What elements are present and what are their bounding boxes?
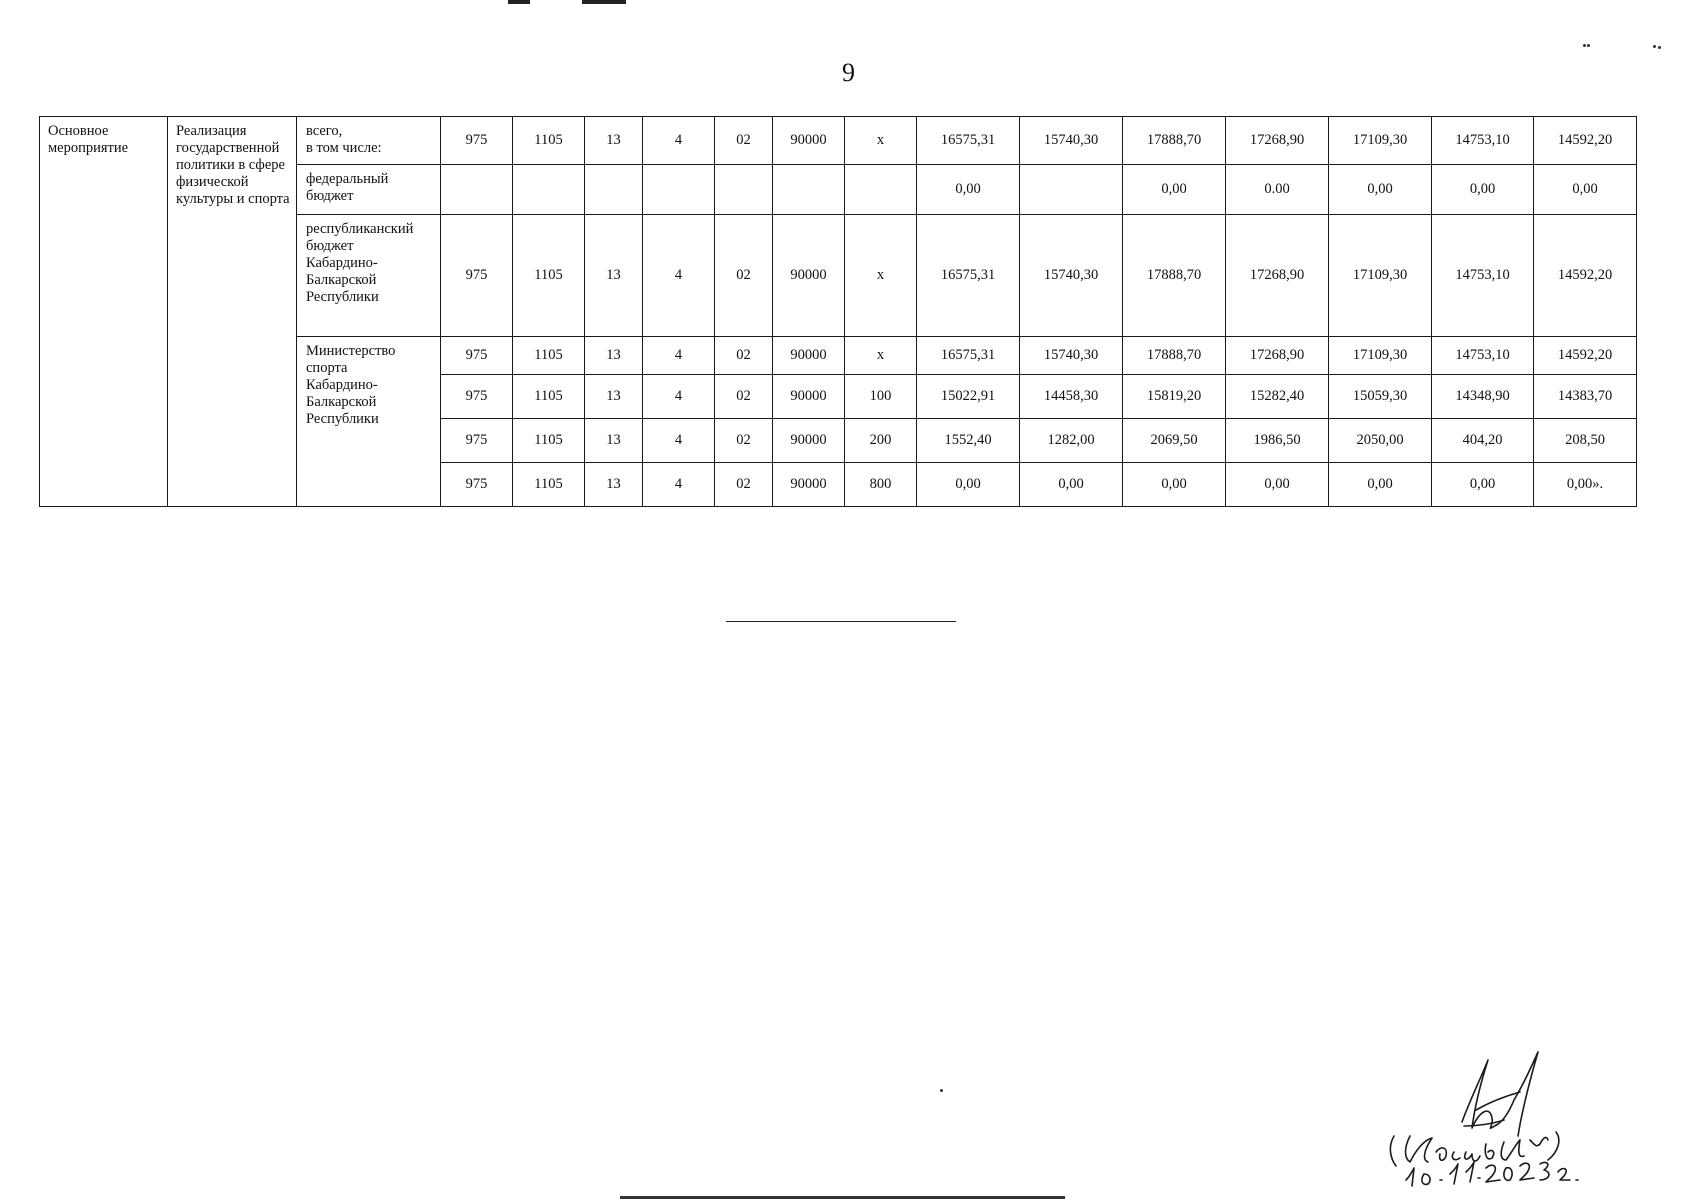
page-number: 9 xyxy=(842,58,855,87)
end-of-table-rule xyxy=(726,621,956,622)
cropped-previous-page-marks xyxy=(500,0,660,6)
amount-cell: 2050,00 xyxy=(1329,419,1432,463)
amount-cell: 16575,31 xyxy=(917,117,1020,165)
code-cell: 1105 xyxy=(513,337,585,375)
amount-cell: 404,20 xyxy=(1432,419,1534,463)
amount-cell: 17888,70 xyxy=(1123,117,1226,165)
code-cell: 13 xyxy=(585,117,643,165)
amount-cell: 0,00 xyxy=(1123,463,1226,507)
code-cell: 1105 xyxy=(513,419,585,463)
amount-cell: 15740,30 xyxy=(1020,215,1123,337)
code-cell: 4 xyxy=(643,215,715,337)
amount-cell: 0,00 xyxy=(1226,463,1329,507)
amount-cell: 14753,10 xyxy=(1432,215,1534,337)
code-cell: 02 xyxy=(715,215,773,337)
code-cell: 90000 xyxy=(773,215,845,337)
amount-cell: 14348,90 xyxy=(1432,375,1534,419)
scan-corner-marks xyxy=(1579,42,1669,52)
amount-cell: 14592,20 xyxy=(1534,337,1637,375)
amount-cell: 15282,40 xyxy=(1226,375,1329,419)
code-cell: 975 xyxy=(441,463,513,507)
code-cell: 90000 xyxy=(773,463,845,507)
amount-cell: 0,00 xyxy=(917,165,1020,215)
amount-cell: 14592,20 xyxy=(1534,215,1637,337)
code-cell: 975 xyxy=(441,375,513,419)
amount-cell: 0,00». xyxy=(1534,463,1637,507)
amount-cell: 17109,30 xyxy=(1329,117,1432,165)
amount-cell: 16575,31 xyxy=(917,337,1020,375)
code-cell: 200 xyxy=(845,419,917,463)
budget-table-body xyxy=(40,117,1637,507)
code-cell: 4 xyxy=(643,375,715,419)
code-cell: 4 xyxy=(643,337,715,375)
amount-cell: 15819,20 xyxy=(1123,375,1226,419)
amount-cell: 0,00 xyxy=(1432,463,1534,507)
code-cell: 4 xyxy=(643,463,715,507)
amount-cell: 0,00 xyxy=(1329,463,1432,507)
amount-cell: 14753,10 xyxy=(1432,337,1534,375)
code-cell xyxy=(715,165,773,215)
event-name-cell: Реализация государственной политики в сфере физической культуры и спорта xyxy=(168,117,297,507)
code-cell: 90000 xyxy=(773,375,845,419)
code-cell: 90000 xyxy=(773,117,845,165)
funding-source-cell: федеральный бюджет xyxy=(297,165,441,215)
code-cell xyxy=(441,165,513,215)
handwritten-signature xyxy=(1380,1040,1680,1200)
amount-cell: 17268,90 xyxy=(1226,337,1329,375)
amount-cell: 15059,30 xyxy=(1329,375,1432,419)
funding-source-cell: всего, в том числе: xyxy=(297,117,441,165)
code-cell: 90000 xyxy=(773,337,845,375)
code-cell: 100 xyxy=(845,375,917,419)
code-cell: 4 xyxy=(643,419,715,463)
amount-cell: 0,00 xyxy=(1123,165,1226,215)
code-cell xyxy=(513,165,585,215)
amount-cell: 1552,40 xyxy=(917,419,1020,463)
amount-cell: 15022,91 xyxy=(917,375,1020,419)
code-cell: 13 xyxy=(585,463,643,507)
amount-cell: 14383,70 xyxy=(1534,375,1637,419)
code-cell: 02 xyxy=(715,117,773,165)
amount-cell: 1986,50 xyxy=(1226,419,1329,463)
amount-cell: 15740,30 xyxy=(1020,337,1123,375)
code-cell: 975 xyxy=(441,215,513,337)
code-cell: 02 xyxy=(715,337,773,375)
table-row xyxy=(40,117,1637,165)
amount-cell: 0,00 xyxy=(1020,463,1123,507)
amount-cell: 16575,31 xyxy=(917,215,1020,337)
bottom-edge-rule xyxy=(620,1196,1065,1199)
code-cell: 13 xyxy=(585,375,643,419)
amount-cell: 17109,30 xyxy=(1329,215,1432,337)
code-cell: 13 xyxy=(585,337,643,375)
amount-cell: 17888,70 xyxy=(1123,215,1226,337)
code-cell: 1105 xyxy=(513,375,585,419)
budget-table xyxy=(39,116,1637,507)
amount-cell: 0.00 xyxy=(1226,165,1329,215)
code-cell: 13 xyxy=(585,419,643,463)
code-cell: 90000 xyxy=(773,419,845,463)
code-cell xyxy=(845,165,917,215)
amount-cell: 0,00 xyxy=(1432,165,1534,215)
code-cell: 13 xyxy=(585,215,643,337)
amount-cell: 0,00 xyxy=(1534,165,1637,215)
code-cell: 02 xyxy=(715,419,773,463)
code-cell xyxy=(773,165,845,215)
code-cell: 02 xyxy=(715,375,773,419)
amount-cell: 14592,20 xyxy=(1534,117,1637,165)
amount-cell: 17109,30 xyxy=(1329,337,1432,375)
event-type-cell: Основное мероприятие xyxy=(40,117,168,507)
amount-cell: 17268,90 xyxy=(1226,215,1329,337)
code-cell xyxy=(585,165,643,215)
amount-cell: 17268,90 xyxy=(1226,117,1329,165)
amount-cell: 14753,10 xyxy=(1432,117,1534,165)
code-cell: 1105 xyxy=(513,117,585,165)
amount-cell: 0,00 xyxy=(917,463,1020,507)
code-cell: 800 xyxy=(845,463,917,507)
amount-cell: 17888,70 xyxy=(1123,337,1226,375)
code-cell: 975 xyxy=(441,419,513,463)
code-cell: 975 xyxy=(441,117,513,165)
code-cell: 1105 xyxy=(513,215,585,337)
scan-dot xyxy=(940,1089,943,1092)
amount-cell xyxy=(1020,165,1123,215)
amount-cell: 208,50 xyxy=(1534,419,1637,463)
amount-cell: 1282,00 xyxy=(1020,419,1123,463)
code-cell: 02 xyxy=(715,463,773,507)
amount-cell: 15740,30 xyxy=(1020,117,1123,165)
code-cell: 975 xyxy=(441,337,513,375)
code-cell: 1105 xyxy=(513,463,585,507)
amount-cell: 2069,50 xyxy=(1123,419,1226,463)
funding-source-cell: республиканский бюджет Кабардино- Балкарской Республики xyxy=(297,215,441,337)
code-cell: x xyxy=(845,117,917,165)
amount-cell: 14458,30 xyxy=(1020,375,1123,419)
code-cell: 4 xyxy=(643,117,715,165)
code-cell: x xyxy=(845,215,917,337)
amount-cell: 0,00 xyxy=(1329,165,1432,215)
funding-source-cell: Министерство спорта Кабардино- Балкарской Республики xyxy=(297,337,441,507)
code-cell xyxy=(643,165,715,215)
code-cell: x xyxy=(845,337,917,375)
